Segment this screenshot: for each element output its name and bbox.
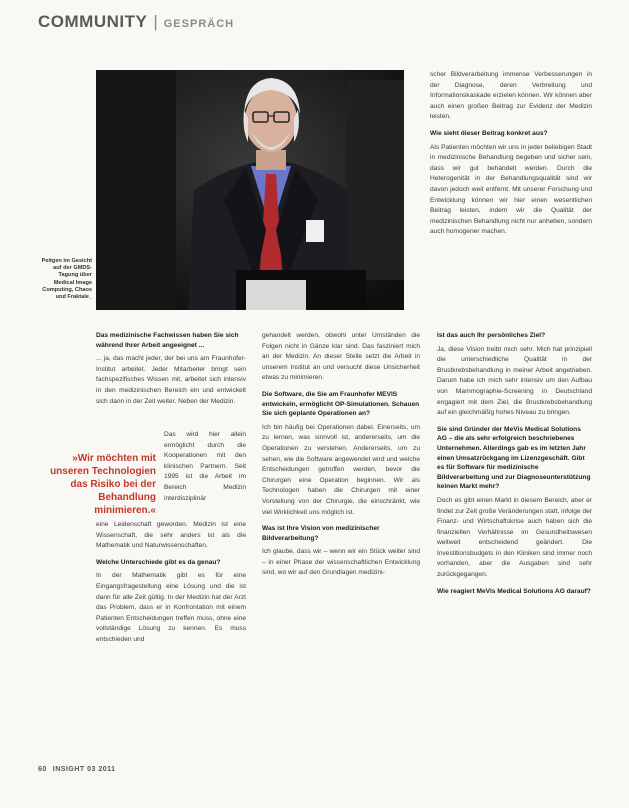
column-3-bottom: [437, 331, 592, 600]
question-heading: Die Software, die Sie am Fraunhofer MEVIS entwickeln, ermöglicht OP-Simulationen. Schauen Sie sich geplante Operationen an?: [262, 390, 420, 418]
pull-quote: »Wir möchten mit unseren Technologien das Risiko bei der Behandlung minimieren.«: [50, 453, 156, 516]
answer-paragraph: scher Bildverarbeitung immense Verbesserungen in der Diagnose, deren Verbreitung und Informationskaskade erzielen können. Wir können aber auch einen großen Beitrag zur Evidenz der Medizin leisten.: [430, 71, 592, 121]
wrap-text: Das wird hier allein ermöglicht durch die Kooperationen mit den klinischen Partnern. Seit 1995 ist die Arbeit im Bereich Medizin interdisziplinär: [164, 431, 246, 502]
answer-paragraph: In der Mathematik gibt es für eine Eingangsfragestellung eine Lösung und die ist dann für alle Zeit gültig. In der Medizin hat der Arzt das Problem, dass er in Konfrontation mit einem Patienten Entscheidungen treffen muss, ohne eine vollständige Lösung zu kennen. Es muss entschieden und: [96, 572, 246, 643]
portrait-illustration: [96, 70, 404, 310]
answer-paragraph: Ich bin häufig bei Operationen dabei. Einerseits, um zu lernen, was sinnvoll ist, andererseits, um die Operationen zu verstehen. Andererseits, um zu sehen, wie die Software angewendet wird und welche Entscheidungen getroffen werden, bevor die Chirurgen eine Operation beginnen. Wir als Technologen haben die Chirurgen mit einer Vorstellung von der Chirurgie, die einschränkt, wie viel Wirklichkeit uns möglich ist.: [262, 423, 420, 516]
answer-paragraph: gehandelt werden, obwohl unter Umständen die Folgen nicht in Gänze klar sind. Das fasziniert mich an der Medizin. An dieser Stelle setzt die Arbeit in unserem Institut an und versucht diese Unsicherheit etwas zu minimieren.: [262, 332, 420, 382]
page-footer: [38, 766, 116, 773]
question-heading: Welche Unterschiede gibt es da genau?: [96, 558, 221, 566]
answer-paragraph: Ich glaube, dass wir – wenn wir ein Stück weiter sind – in einer Phase der wissenschaftlichen Entwicklung sind, wo wir auf den Grundlagen medizini-: [262, 548, 420, 577]
column-1-bottom: [96, 520, 246, 648]
question-heading: Was ist Ihre Vision von medizinischer Bildverarbeitung?: [262, 525, 380, 542]
page-number: 60: [38, 766, 47, 773]
question-heading: Das medizinische Fachwissen haben Sie sich während Ihrer Arbeit angeeignet ...: [96, 332, 239, 349]
column-2: [262, 331, 420, 581]
photo-caption: Peitgen im Gesicht auf der GMDS-Tagung über Medical Image Computing, Chaos und Fraktale_: [41, 258, 92, 301]
magazine-issue: INSIGHT 03 2011: [52, 766, 116, 773]
question-heading: Wie sieht dieser Beitrag konkret aus?: [430, 129, 548, 137]
interview-photo: [96, 70, 404, 310]
question-heading: Sie sind Gründer der MeVis Medical Solutions AG – die als sehr erfolgreich beschriebenes Unternehmen. Allerdings gab es im letzten Jahr einen Umsatzrückgang im Lizenzgeschäft. Gibt es für Software für medizinische Bildverarbeitung und zur Diagnoseunterstützung keinen Markt mehr?: [437, 425, 591, 491]
column-3-top: [430, 70, 592, 240]
section-separator: |: [153, 12, 158, 31]
column-1-top: [96, 331, 246, 409]
answer-paragraph: Doch es gibt einen Markt in diesem Bereich, aber er findet zur Zeit große Veränderungen statt, infolge der Finanz- und Wirtschaftskrise auch haben sich die finanziellen Verhältnisse im Gesundheitswesen weltweit entscheidend geändert. Die Investitionsbudgets in den Kliniken sind immer noch vorhanden, aber die Ausgaben sind sehr zurückgegangen.: [437, 496, 592, 579]
answer-paragraph: ... ja, das macht jeder, der bei uns am Fraunhofer-Institut arbeitet. Jeder Mitarbeiter bringt sein fachspezifisches Wissen mit, arbeitet sich intensiv in den medizinischen Bereich ein und entwickelt sich dann in der Zeit weiter. Neben der Medizin.: [96, 355, 246, 405]
question-heading: Ist das auch Ihr persönliches Ziel?: [437, 332, 546, 339]
section-subtitle: GESPRÄCH: [163, 18, 235, 30]
question-heading: Wie reagiert MeVis Medical Solutions AG darauf?: [437, 587, 591, 595]
section-header: [38, 12, 234, 32]
section-title: COMMUNITY: [38, 12, 148, 31]
answer-paragraph: eine Leidenschaft geworden. Medizin ist eine Wissenschaft, die sehr anders ist als die Mathematik und Naturwissenschaften.: [96, 521, 246, 550]
answer-paragraph: Ja, diese Vision treibt mich sehr. Mich hat prinzipiell die unterschiedliche Qualität in der Brustkrebsbehandlung in meiner Arbeit angetrieben. Darum habe ich mich sehr intensiv um den Aufbau von Mammographie-Screening in Deutschland engagiert mit dem Ziel, die Brustkrebsbehandlung auf ein gleichmäßig hohes Niveau zu bringen.: [437, 345, 592, 417]
answer-paragraph: Als Patienten möchten wir uns in jeder beliebigen Stadt in medizinische Behandlung begeben und sicher sein, dass wir gut behandelt werden. Durch die Heterogenität in der Behandlungsqualität sind wir davon jedoch weit entfernt. Mit unserer Forschung und Entwicklung können wir hier einen wesentlichen Beitrag leisten, indem wir die Qualität der medizinischen Behandlung nicht nur anheben, sondern auch homogener machen.: [430, 143, 592, 236]
